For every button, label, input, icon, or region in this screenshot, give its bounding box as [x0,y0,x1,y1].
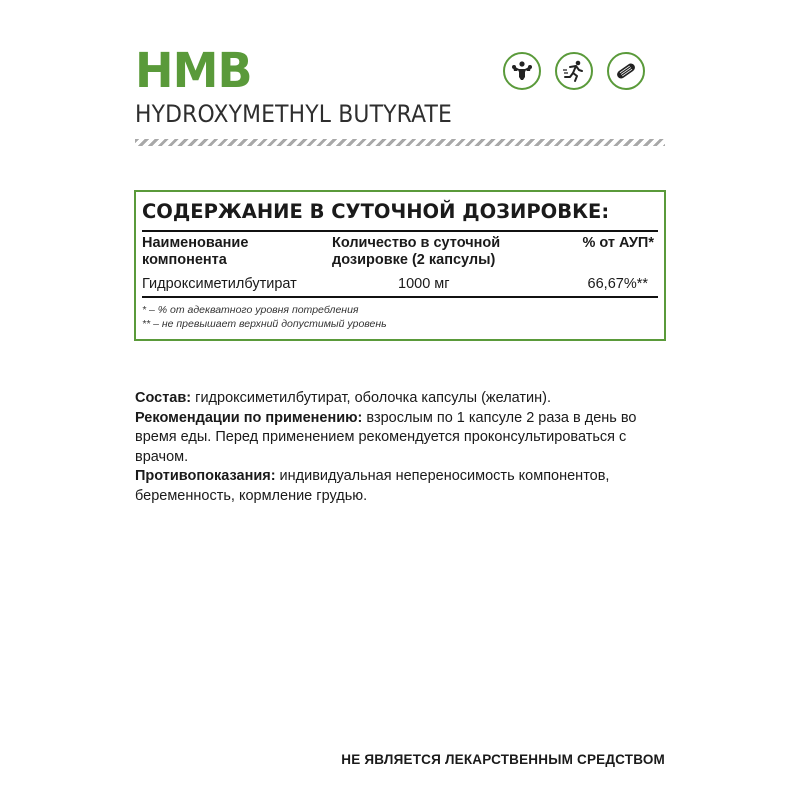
cell-quantity: 1000 мг [398,276,450,292]
contraindications-label: Противопоказания: [135,468,276,484]
contraindications-text: индивидуальная непереносимость компонентов, беременность, кормление грудью. [135,468,610,504]
column-header-component: Наименование компонента [142,235,249,268]
usage-label: Рекомендации по применению: [135,409,363,426]
cell-component-name: Гидроксиметилбутират [142,276,297,292]
capsule-icon [607,52,645,90]
composition-label: Состав: [135,390,192,406]
daily-dosage-panel [134,190,666,341]
column-header-quantity: Количество в суточной дозировке (2 капсулы) [332,235,501,268]
cell-percent: 66,67%** [587,276,648,292]
composition-paragraph [135,389,655,409]
hatched-divider [135,139,665,146]
product-subtitle: HYDROXYMETHYL BUTYRATE [135,100,453,128]
muscle-icon [503,52,541,90]
product-description [135,389,655,506]
column-header-percent: % от АУП* [582,235,654,251]
panel-title: СОДЕРЖАНИЕ В СУТОЧНОЙ ДОЗИРОВКЕ: [142,200,610,223]
footnote: ** – не превышает верхний допустимый уровень [142,318,387,330]
running-icon [555,52,593,90]
composition-text: гидроксиметилбутират, оболочка капсулы (желатин). [191,390,552,406]
feature-icons [503,52,645,90]
not-a-drug-notice: НЕ ЯВЛЯЕТСЯ ЛЕКАРСТВЕННЫМ СРЕДСТВОМ [341,752,665,767]
footnote: * – % от адекватного уровня потребления [142,304,359,316]
usage-paragraph [135,409,655,468]
usage-text: взрослым по 1 капсуле 2 раза в день во время еды. Перед применением рекомендуется проконсультироваться с врачом. [135,409,637,465]
brand-title: HMB [135,43,252,99]
contraindications-paragraph [135,467,655,506]
panel-divider [142,230,658,232]
table-bottom-rule [142,296,658,298]
